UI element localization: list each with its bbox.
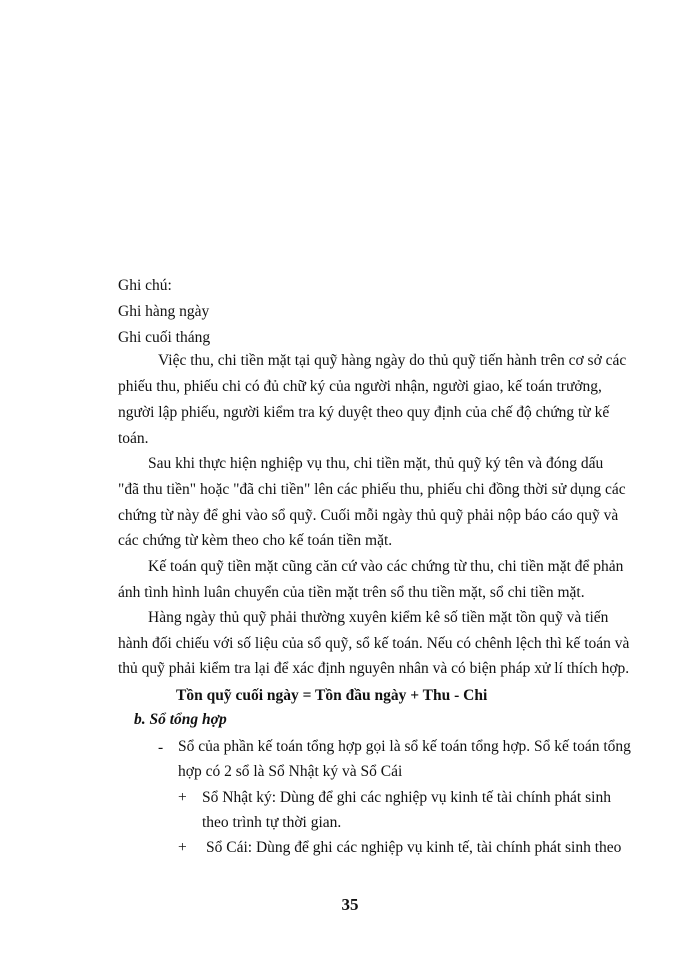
paragraph-line: Sau khi thực hiện nghiệp vụ thu, chi tiền mặt, thủ quỹ ký tên và đóng dấu bbox=[148, 455, 604, 472]
paragraph-line: chứng từ này để ghi vào sổ quỹ. Cuối mỗi ngày thủ quỹ phải nộp báo cáo quỹ và bbox=[118, 507, 619, 524]
paragraph-line: ánh tình hình luân chuyển của tiền mặt trên sổ thu tiền mặt, sổ chi tiền mặt. bbox=[118, 584, 585, 601]
paragraph-line: các chứng từ kèm theo cho kế toán tiền mặt. bbox=[118, 532, 393, 549]
notes-daily: Ghi hàng ngày bbox=[118, 303, 210, 320]
paragraph-line: Việc thu, chi tiền mặt tại quỹ hàng ngày do thủ quỹ tiến hành trên cơ sở các bbox=[158, 352, 627, 369]
formula: Tồn quỹ cuối ngày = Tồn đầu ngày + Thu - Chi bbox=[176, 687, 488, 704]
paragraph-line: toán. bbox=[118, 430, 149, 447]
plus-marker: + bbox=[178, 789, 187, 806]
bullet-line: hợp có 2 sổ là Sổ Nhật ký và Sổ Cái bbox=[178, 763, 403, 780]
plus-marker: + bbox=[178, 839, 187, 856]
paragraph-line: thủ quỹ phải kiểm tra lại để xác định nguyên nhân và có biện pháp xử lí thích hợp. bbox=[118, 660, 630, 677]
paragraph-line: hành đối chiếu với số liệu của sổ quỹ, sổ kế toán. Nếu có chênh lệch thì kế toán và bbox=[118, 635, 630, 652]
section-heading: b. Sổ tổng hợp bbox=[134, 711, 227, 728]
sub-item-line: Sổ Nhật ký: Dùng để ghi các nghiệp vụ kinh tế tài chính phát sinh bbox=[202, 789, 611, 806]
bullet-dash-marker: - bbox=[158, 739, 164, 756]
notes-title: Ghi chú: bbox=[118, 277, 172, 294]
paragraph-line: Kế toán quỹ tiền mặt cũng căn cứ vào các chứng từ thu, chi tiền mặt để phản bbox=[148, 558, 624, 575]
paragraph-line: "đã thu tiền" hoặc "đã chi tiền" lên các phiếu thu, phiếu chi đồng thời sử dụng các bbox=[118, 481, 626, 498]
notes-monthly: Ghi cuối tháng bbox=[118, 329, 211, 346]
paragraph-line: phiếu thu, phiếu chi có đủ chữ ký của người nhận, người giao, kế toán trưởng, bbox=[118, 378, 602, 395]
sub-item-line: theo trình tự thời gian. bbox=[202, 814, 342, 831]
sub-item-line: Sổ Cái: Dùng để ghi các nghiệp vụ kinh tế, tài chính phát sinh theo bbox=[206, 839, 622, 856]
page-number: 35 bbox=[341, 895, 359, 914]
bullet-line: Sổ của phần kế toán tổng hợp gọi là sổ kế toán tổng hợp. Sổ kế toán tổng bbox=[178, 738, 631, 755]
paragraph-line: Hàng ngày thủ quỹ phải thường xuyên kiểm kê số tiền mặt tồn quỹ và tiến bbox=[148, 609, 609, 626]
paragraph-line: người lập phiếu, người kiểm tra ký duyệt theo quy định của chế độ chứng từ kế bbox=[118, 404, 610, 421]
